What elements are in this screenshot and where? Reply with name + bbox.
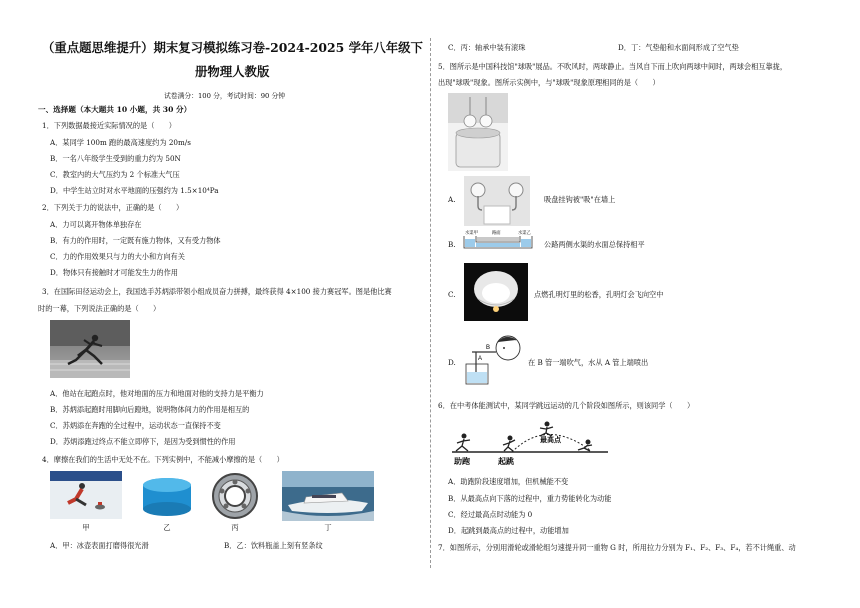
q5-label-c: C. [448,290,456,299]
q7-stem: 7．如图所示，分别用滑轮或滑轮组匀速提升同一重物 G 时，所用拉力分别为 F₁、F₂、F₃、F₄，若不计绳重、动 [438,543,796,552]
bottle-cap-photo [140,471,194,521]
q4-caption-jia: 甲 [82,523,90,532]
q5-text-a: 吸盘挂钩被"吸"在墙上 [544,195,616,204]
suction-hook-photo [464,176,530,226]
q3-option-b: B．苏炳添起跑时用脚向后蹬地，说明物体间力的作用是相互的 [50,405,250,414]
canal-diagram [462,228,534,254]
long-jump-diagram [450,416,610,468]
q5-stem-line1: 5．图所示是中国科技馆"球吸"展品。不吹风时，两球静止。当风自下而上吹向两球中间时，两球会相互靠拢， [438,62,788,71]
q2-option-a: A．力可以离开物体单独存在 [50,220,142,229]
q5-label-d: D. [448,358,456,367]
blowing-tube-diagram [462,330,526,388]
q2-option-c: C．力的作用效果只与力的大小和方向有关 [50,252,185,261]
exam-info: 试卷满分：100 分，考试时间：90 分钟 [164,92,286,100]
jump-label-run: 助跑 [454,456,470,466]
q4-option-b: B．乙：饮料瓶盖上刻有竖条纹 [224,541,323,550]
q5-label-b: B. [448,240,456,249]
q1-stem: 1．下列数据最接近实际情况的是（ ） [42,121,176,130]
sprinter-photo [50,320,130,378]
page-title-line1: （重点题思维提升）期末复习模拟练习卷-2024-2025 学年八年级下 [42,40,423,55]
q6-stem: 6．在中考体能测试中，某同学跳远运动的几个阶段如图所示，则该同学（ ） [438,401,695,410]
q5-label-a: A. [448,195,456,204]
canal-label-left: 水渠甲 [465,230,478,235]
q3-option-a: A．他站在起跑点时，他对地面的压力和地面对他的支持力是平衡力 [50,389,264,398]
q2-option-b: B．有力的作用时，一定既有施力物体，又有受力物体 [50,236,221,245]
q5-text-c: 点燃孔明灯里的松香，孔明灯会飞向空中 [534,290,664,299]
q1-option-d: D．中学生站立时对水平地面的压强约为 1.5×10⁴Pa [50,186,219,195]
canal-label-mid: 路面 [492,230,501,235]
q1-option-a: A．某同学 100m 跑的最高速度约为 20m/s [50,138,191,147]
q4-option-d: D．丁：气垫船和水面间形成了空气垫 [618,43,739,52]
bearing-photo [204,471,266,521]
q5-text-b: 公路两侧水渠的水面总保持相平 [544,240,645,249]
q4-option-a: A．甲：冰壶表面打磨得很光滑 [50,541,149,550]
jump-label-takeoff: 起跳 [498,456,514,466]
q3-option-c: C．苏炳添在奔跑的全过程中，运动状态一直保持不变 [50,421,221,430]
q3-stem-line1: 3．在国际田径运动会上，我国选手苏炳添带领小组成员奋力拼搏，最终获得 4×100 接力赛冠军。图是他比赛 [42,287,392,296]
q4-stem: 4．摩擦在我们的生活中无处不在。下列实例中，不能减小摩擦的是（ ） [42,455,284,464]
q4-caption-ding: 丁 [324,523,332,532]
hovercraft-photo [282,471,374,521]
jump-label-peak: 最高点 [540,435,561,444]
q6-option-d: D．起跳到最高点的过程中，动能增加 [448,526,569,535]
q2-stem: 2．下列关于力的说法中，正确的是（ ） [42,203,184,212]
q6-option-c: C．经过最高点时动能为 0 [448,510,533,519]
q2-option-d: D．物体只有接触时才可能发生力的作用 [50,268,178,277]
sky-lantern-photo [464,263,528,321]
q3-option-d: D．苏炳添跑过终点不能立即停下，是因为受到惯性的作用 [50,437,236,446]
q1-option-c: C．教室内的大气压约为 2 个标准大气压 [50,170,180,179]
q1-option-b: B．一名八年级学生受到的重力约为 50N [50,154,181,163]
q3-stem-line2: 时的一幕，下列说法正确的是（ ） [38,304,161,313]
column-divider [430,38,431,568]
page-title-line2: 册物理人教版 [195,64,270,79]
tube-label-b: B [486,345,491,351]
ball-suction-exhibit-photo [448,93,508,171]
q4-caption-bing: 丙 [231,523,239,532]
q5-stem-line2: 出现"球吸"现象。图所示实例中，与"球吸"现象原理相同的是（ ） [438,78,660,87]
q4-caption-yi: 乙 [163,523,171,532]
canal-label-right: 水渠乙 [518,230,531,235]
curling-photo [50,471,122,519]
q4-option-c: C．丙：轴承中装有滚珠 [448,43,526,52]
q6-option-a: A．助跑阶段速度增加，但机械能不变 [448,477,569,486]
tube-label-a: A [478,356,483,362]
section-heading: 一、选择题（本大题共 10 小题，共 30 分） [38,105,192,114]
q6-option-b: B．从最高点向下落的过程中，重力势能转化为动能 [448,494,612,503]
q5-text-d: 在 B 管一端吹气，水从 A 管上端喷出 [528,358,649,367]
